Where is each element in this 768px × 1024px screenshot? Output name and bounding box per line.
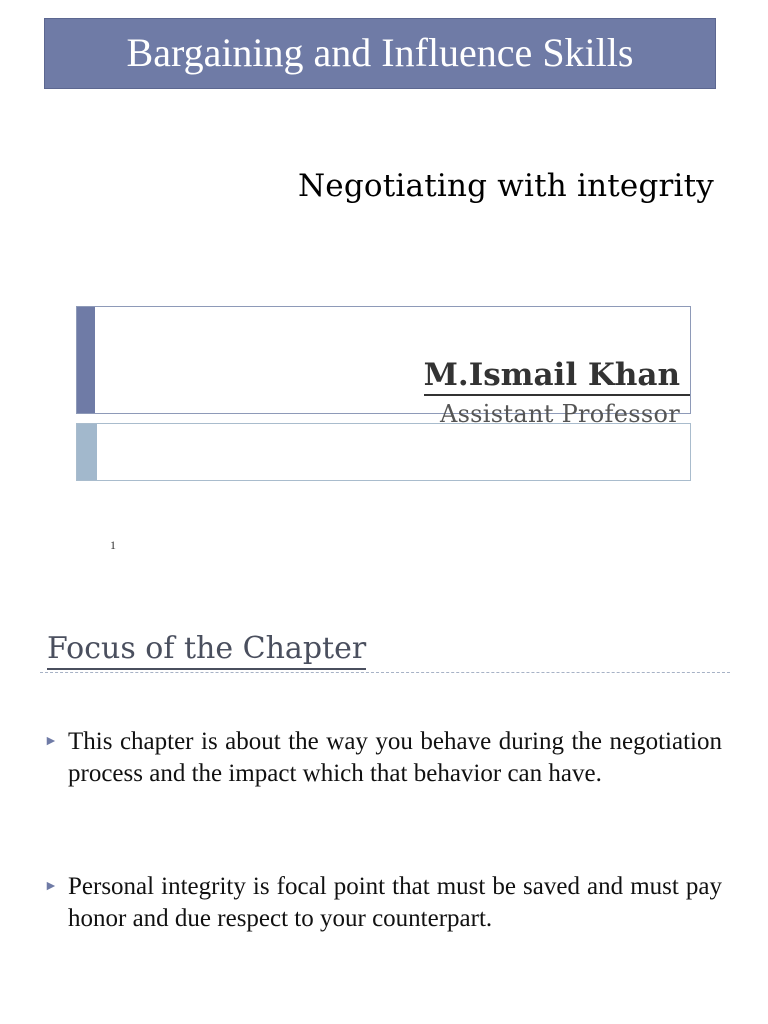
title-banner [44, 18, 716, 89]
author-name: M.Ismail Khan [424, 356, 690, 396]
triangle-right-icon: ► [44, 734, 58, 749]
heading-divider [40, 672, 730, 673]
role-box [76, 423, 691, 481]
role-accent-bar [77, 424, 97, 480]
author-role: Assistant Professor [439, 400, 680, 428]
bullet-text: This chapter is about the way you behave during the negotiation process and the impact which that behavior can have. [68, 728, 722, 787]
bullet-text: Personal integrity is focal point that must be saved and must pay honor and due respect to your counterpart. [68, 873, 722, 932]
bullet-item [44, 726, 722, 790]
slide-subtitle: Negotiating with integrity [297, 168, 714, 204]
slide-title: Bargaining and Influence Skills [126, 29, 634, 75]
section-heading: Focus of the Chapter [47, 630, 366, 670]
page-number: 1 [110, 538, 116, 552]
triangle-right-icon: ► [44, 879, 58, 894]
author-accent-bar [77, 307, 95, 413]
bullet-item [44, 871, 722, 935]
